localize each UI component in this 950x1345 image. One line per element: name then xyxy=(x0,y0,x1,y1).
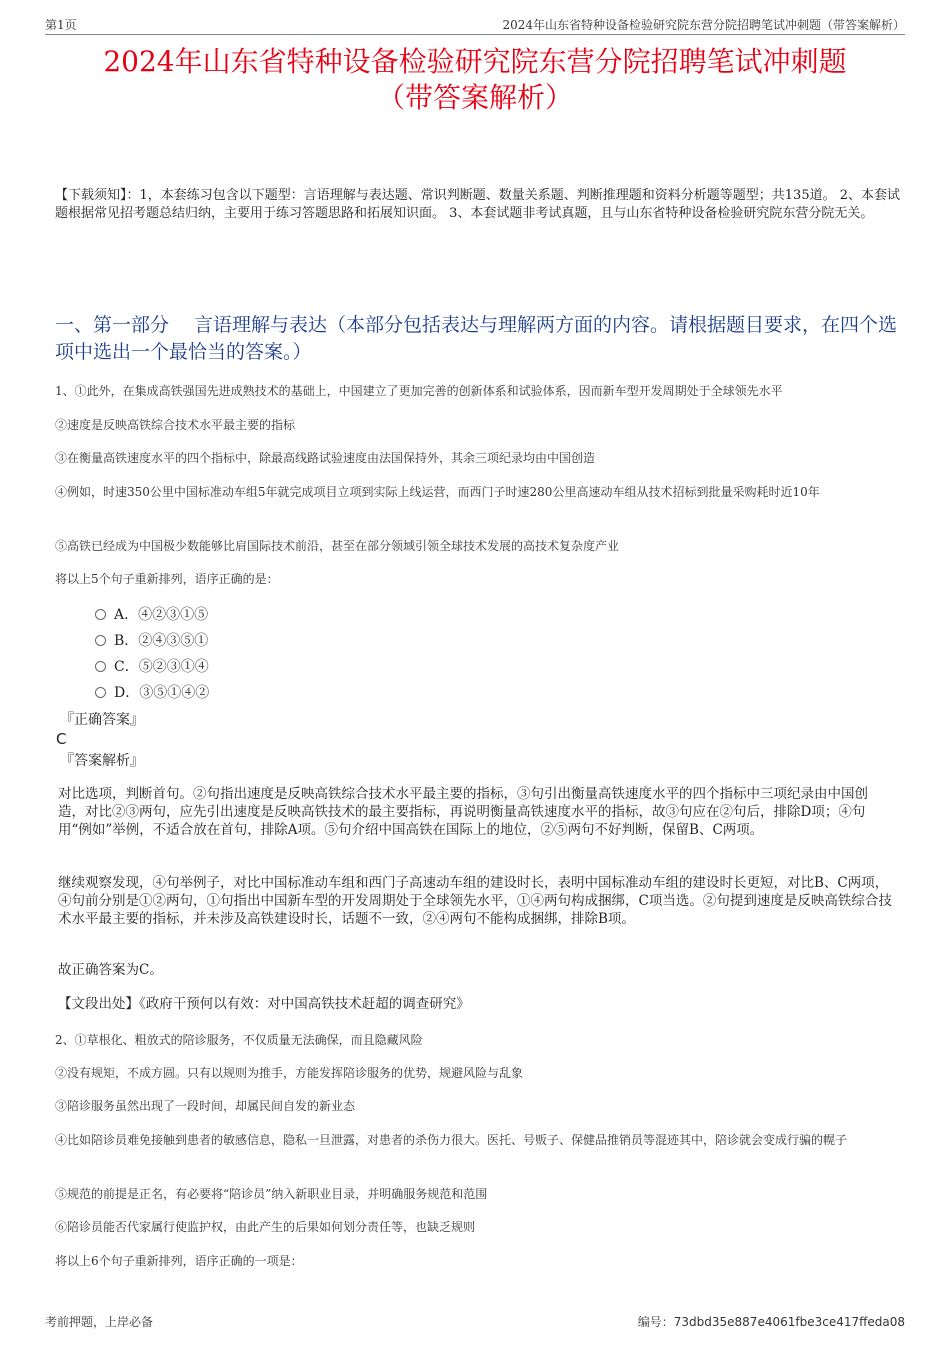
option-label: B．②④③⑤① xyxy=(114,633,209,649)
q2-sentence-5: ⑤规范的前提是正名，有必要将“陪诊员”纳入新职业目录，并明确服务规范和范围 xyxy=(55,1187,488,1201)
header-title: 2024年山东省特种设备检验研究院东营分院招聘笔试冲刺题（带答案解析） xyxy=(502,18,905,32)
download-notice: 【下载须知】：1，本套练习包含以下题型：言语理解与表达题、常识判断题、数量关系题、判断推理题和资料分析题等题型；共135道。 2、本套试题根据常见招考题总结归纳，主要用于练习答题思路和拓展知识面。 3、本套试题非考试真题，且与山东省特种设备检验研究院东营分院无关。 xyxy=(55,188,900,221)
radio-icon[interactable] xyxy=(95,609,106,620)
q1-sentence-1: 1、①此外，在集成高铁强国先进成熟技术的基础上，中国建立了更加完善的创新体系和试验体系，因而新车型开发周期处于全球领先水平 xyxy=(55,384,783,398)
footer-code-label: 编号： xyxy=(637,1315,674,1329)
analysis-label: 『答案解析』 xyxy=(60,753,144,769)
q2-sentence-4: ④比如陪诊员难免接触到患者的敏感信息，隐私一旦泄露，对患者的杀伤力很大。医托、号贩子、保健品推销员等混迹其中，陪诊就会变成行骗的幌子 xyxy=(55,1133,848,1147)
footer-slogan: 考前押题，上岸必备 xyxy=(45,1315,154,1329)
q2-sentence-3: ③陪诊服务虽然出现了一段时间，却属民间自发的新业态 xyxy=(55,1099,356,1113)
analysis-paragraph-2: 继续观察发现，④句举例子，对比中国标准动车组和西门子高速动车组的建设时长，表明中国标准动车组的建设时长更短，对比B、C两项，④句前分别是①②两句，①句指出中国新车型的开发周期处于全球领先水平，①④两句构成捆绑，C项当选。②句提到速度是反映高铁综合技术水平最主要的指标，并未涉及高铁建设时长，话题不一致，②④两句不能构成捆绑，排除B项。 xyxy=(58,875,892,927)
q2-prompt: 将以上6个句子重新排列，语序正确的一项是： xyxy=(55,1254,303,1268)
q1-sentence-3: ③在衡量高铁速度水平的四个指标中，除最高线路试验速度由法国保持外，其余三项纪录均由中国创造 xyxy=(55,451,596,465)
analysis-paragraph-3: 故正确答案为C。 xyxy=(58,962,163,978)
correct-answer: C xyxy=(56,730,67,748)
q2-sentence-1: 2、①草根化、粗放式的陪诊服务，不仅质量无法确保，而且隐藏风险 xyxy=(55,1033,423,1047)
page-header xyxy=(45,14,905,35)
q1-option-a[interactable] xyxy=(95,606,208,624)
q1-sentence-5: ⑤高铁已经成为中国极少数能够比肩国际技术前沿，甚至在部分领域引领全球技术发展的高技术复杂度产业 xyxy=(55,539,620,553)
section-title: 一、第一部分 言语理解与表达（本部分包括表达与理解两方面的内容。请根据题目要求，在四个选项中选出一个最恰当的答案。） xyxy=(55,314,898,363)
footer-code xyxy=(638,1313,905,1330)
option-label: A．④②③①⑤ xyxy=(114,607,209,623)
analysis-paragraph-1: 对比选项，判断首句。②句指出速度是反映高铁综合技术水平最主要的指标，③句引出衡量高铁速度水平的四个指标中三项纪录由中国创造，对比②③两句，应先引出速度是反映高铁技术的最主要指标，再说明衡量高铁速度水平的指标，故③句应在②句后，排除D项；④句用“例如”举例，不适合放在首句，排除A项。⑤句介绍中国高铁在国际上的地位，②⑤两句不好判断，保留B、C两项。 xyxy=(58,786,868,838)
document-title-line1: 2024年山东省特种设备检验研究院东营分院招聘笔试冲刺题 xyxy=(103,45,847,78)
document-title-line2: （带答案解析） xyxy=(376,81,573,114)
footer-code-value: 73dbd35e887e4061fbe3ce417ffeda08 xyxy=(673,1315,905,1329)
q2-sentence-2: ②没有规矩，不成方圆。只有以规则为推手，方能发挥陪诊服务的优势，规避风险与乱象 xyxy=(55,1066,524,1080)
q2-sentence-6: ⑥陪诊员能否代家属行使监护权，由此产生的后果如何划分责任等，也缺乏规则 xyxy=(55,1220,476,1234)
q1-option-b[interactable] xyxy=(95,632,208,650)
q1-option-d[interactable] xyxy=(95,684,209,702)
q1-prompt: 将以上5个句子重新排列，语序正确的是： xyxy=(55,572,279,586)
option-label: C．⑤②③①④ xyxy=(114,659,209,675)
source-citation: 【文段出处】《政府干预何以有效：对中国高铁技术赶超的调查研究》 xyxy=(58,996,470,1012)
q1-option-c[interactable] xyxy=(95,658,209,676)
radio-icon[interactable] xyxy=(95,687,106,698)
document-title xyxy=(40,44,910,116)
radio-icon[interactable] xyxy=(95,661,106,672)
correct-answer-label: 『正确答案』 xyxy=(60,712,144,728)
option-label: D．③⑤①④② xyxy=(114,685,210,701)
q1-sentence-4: ④例如，时速350公里中国标准动车组5年就完成项目立项到实际上线运营，而西门子时速280公里高速动车组从技术招标到批量采购耗时近10年 xyxy=(55,485,820,499)
page-number: 第1页 xyxy=(45,18,77,32)
radio-icon[interactable] xyxy=(95,635,106,646)
q1-sentence-2: ②速度是反映高铁综合技术水平最主要的指标 xyxy=(55,418,296,432)
